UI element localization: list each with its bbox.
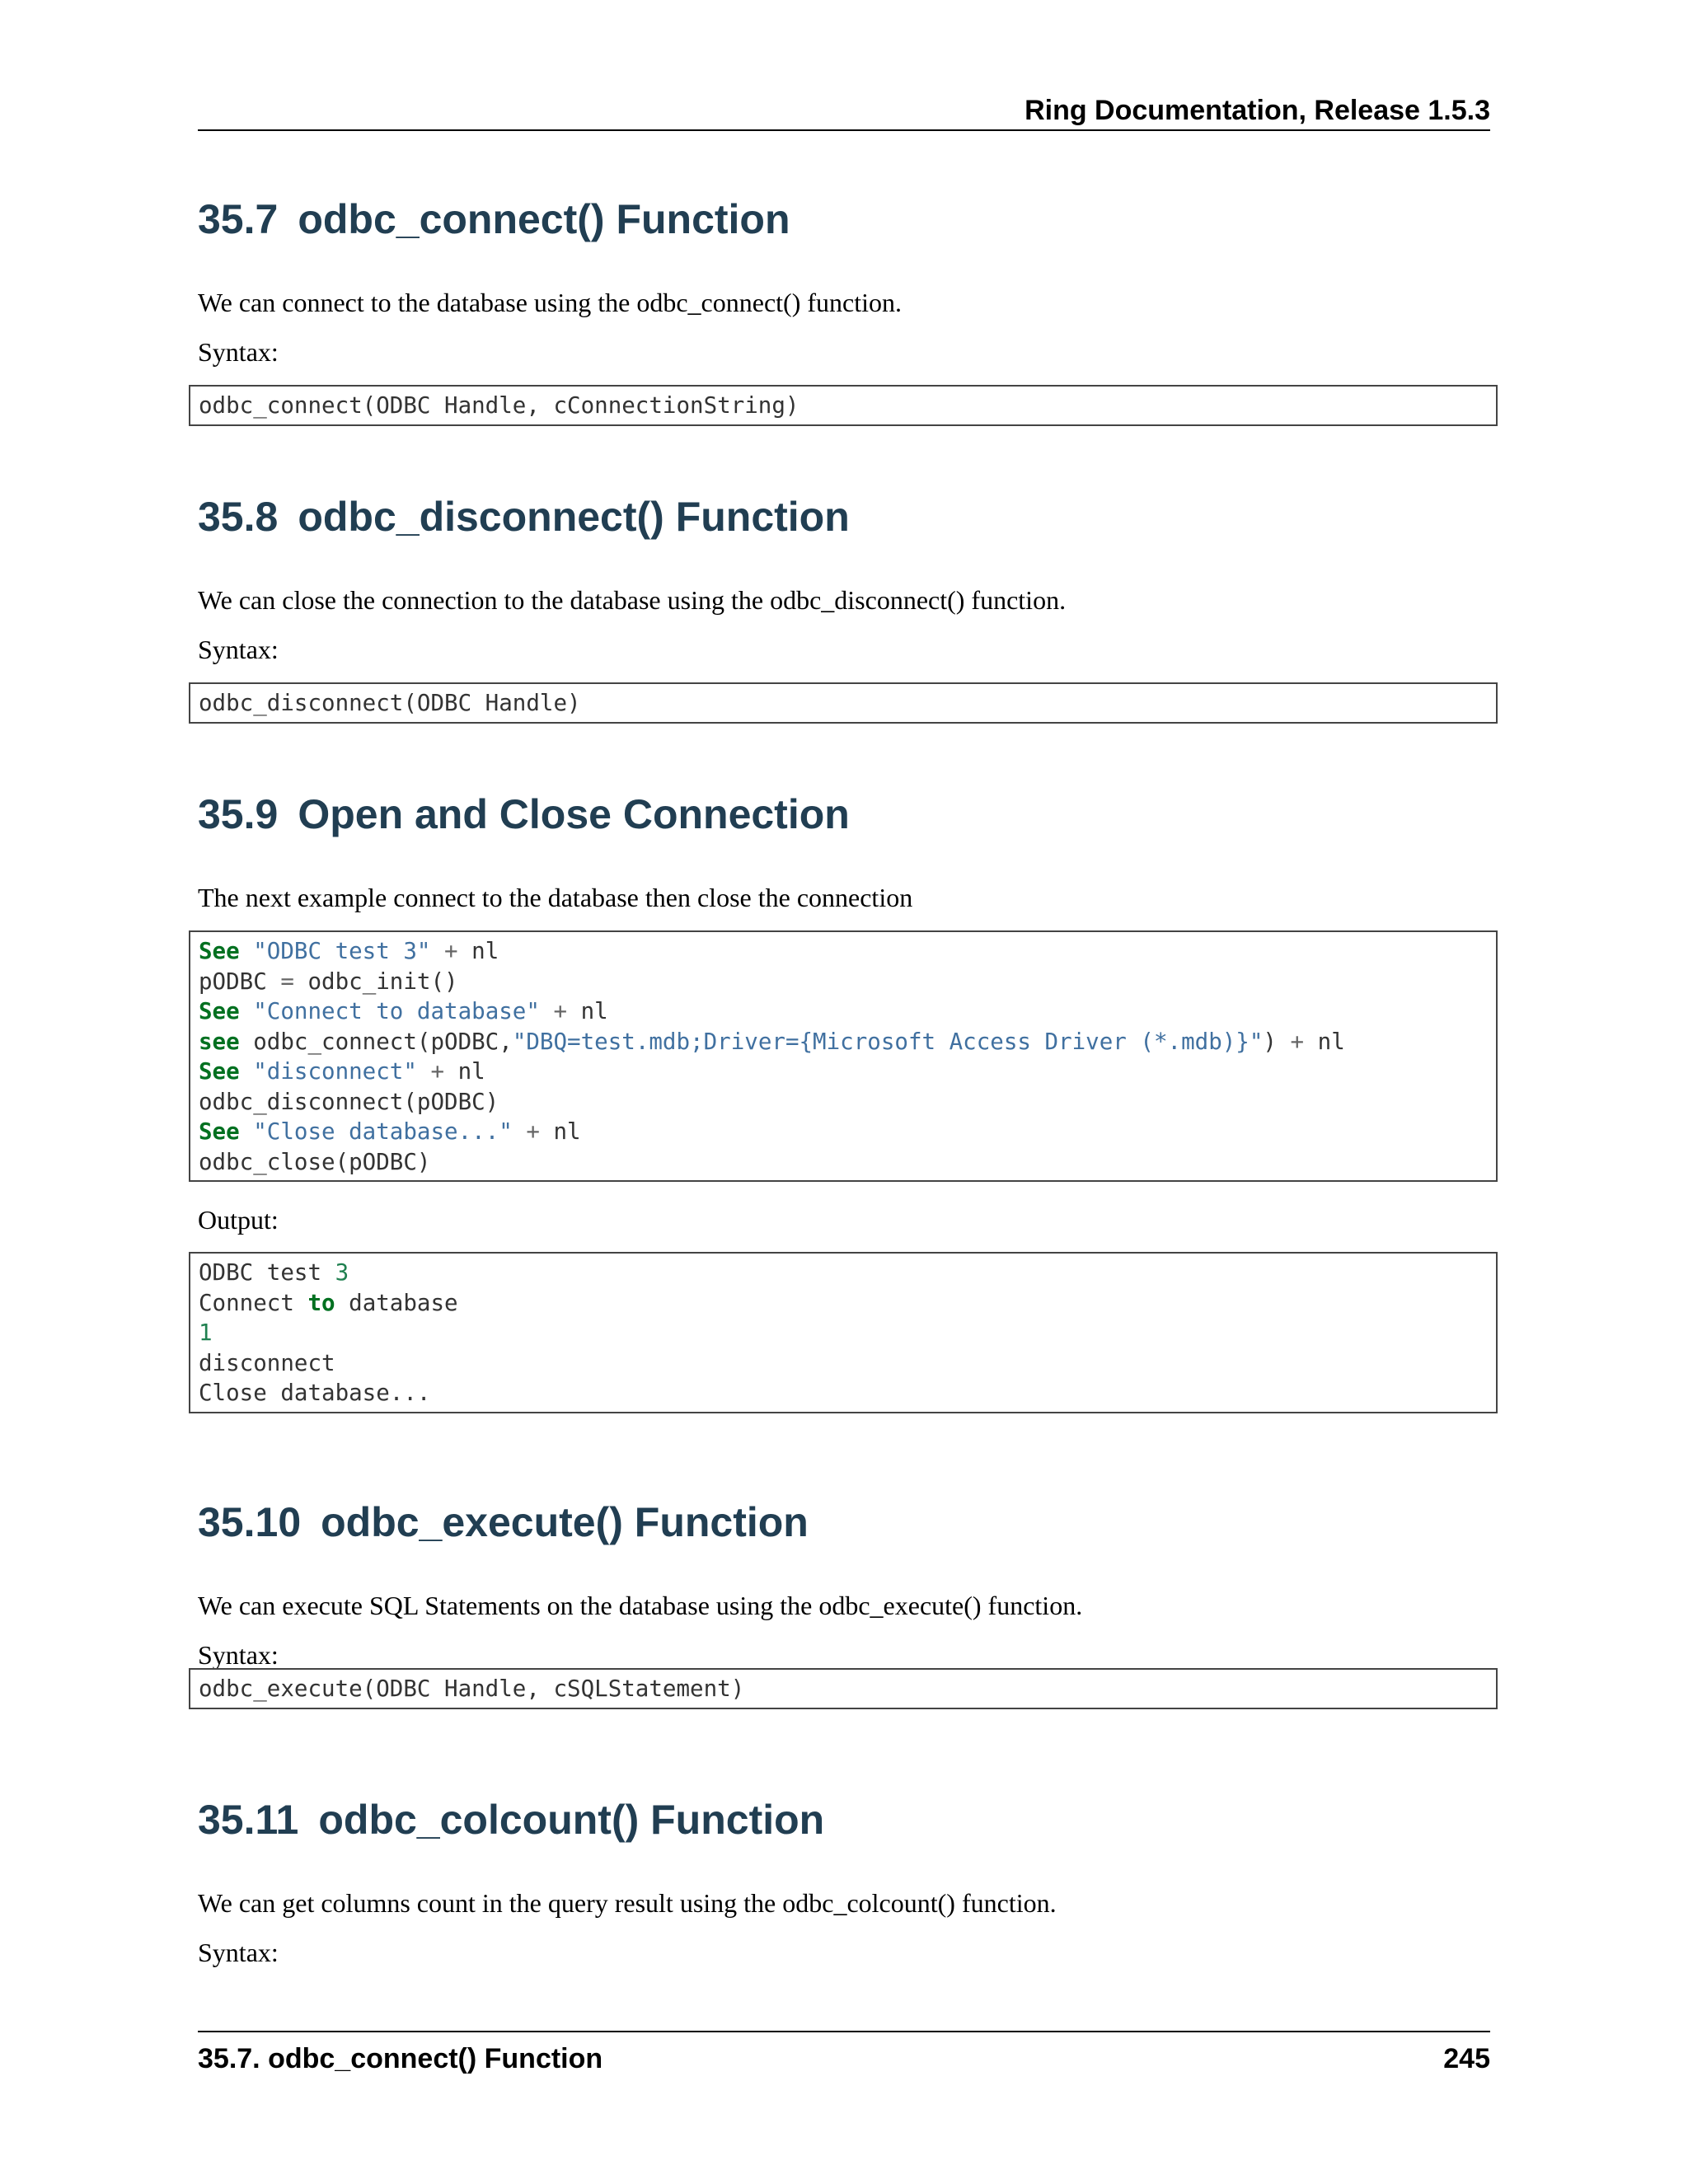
code-token bbox=[240, 1118, 254, 1145]
paragraph-35-7-intro: We can connect to the database using the odbc_connect() function. bbox=[198, 288, 902, 317]
code-token: odbc_close(pODBC) bbox=[199, 1148, 431, 1175]
code-token bbox=[240, 938, 254, 964]
code-line bbox=[199, 936, 1488, 967]
output-label: Output: bbox=[198, 1205, 279, 1235]
code-token: See bbox=[199, 998, 240, 1024]
heading-number: 35.10 bbox=[198, 1499, 302, 1545]
code-token: odbc_connect(pODBC, bbox=[239, 1028, 513, 1055]
code-line: odbc_execute(ODBC Handle, cSQLStatement) bbox=[199, 1675, 745, 1702]
code-token: + bbox=[526, 1118, 540, 1145]
code-block-example bbox=[189, 930, 1498, 1182]
code-line bbox=[199, 1087, 1488, 1118]
code-token: See bbox=[199, 1058, 240, 1085]
code-token: 1 bbox=[199, 1319, 213, 1346]
header-rule bbox=[198, 129, 1490, 131]
heading-35-7 bbox=[198, 194, 790, 244]
code-token bbox=[430, 938, 444, 964]
code-line bbox=[199, 996, 1488, 1027]
code-line bbox=[199, 967, 1488, 997]
code-token: "disconnect" bbox=[253, 1058, 417, 1085]
code-token: ) bbox=[1263, 1028, 1291, 1055]
heading-title: odbc_colcount() Function bbox=[318, 1797, 825, 1843]
code-line: odbc_connect(ODBC Handle, cConnectionString) bbox=[199, 392, 799, 419]
heading-35-8 bbox=[198, 492, 850, 541]
code-token: + bbox=[430, 1058, 445, 1085]
heading-35-11 bbox=[198, 1795, 824, 1844]
page-number: 245 bbox=[1443, 2043, 1490, 2074]
code-token: "DBQ=test.mdb;Driver={Microsoft Access Driver (*.mdb)}" bbox=[512, 1028, 1264, 1055]
code-line bbox=[199, 1318, 1488, 1348]
code-token: = bbox=[280, 968, 294, 995]
syntax-label: Syntax: bbox=[198, 1640, 279, 1670]
paragraph-35-10-intro: We can execute SQL Statements on the database using the odbc_execute() function. bbox=[198, 1591, 1083, 1620]
code-token: nl bbox=[444, 1058, 485, 1085]
code-token bbox=[513, 1118, 527, 1145]
paragraph-35-11-intro: We can get columns count in the query result using the odbc_colcount() function. bbox=[198, 1888, 1057, 1918]
code-token: odbc_disconnect(pODBC) bbox=[199, 1088, 499, 1115]
code-token: "ODBC test 3" bbox=[253, 938, 431, 964]
code-token: + bbox=[553, 998, 568, 1024]
code-token: + bbox=[1290, 1028, 1305, 1055]
heading-title: Open and Close Connection bbox=[298, 791, 850, 837]
code-token: See bbox=[199, 1118, 240, 1145]
code-token: + bbox=[444, 938, 458, 964]
code-token: ODBC test bbox=[199, 1259, 335, 1286]
code-token bbox=[240, 998, 254, 1024]
code-line bbox=[199, 1288, 1488, 1319]
code-token: database bbox=[335, 1289, 458, 1316]
footer-rule bbox=[198, 2031, 1490, 2032]
code-line bbox=[199, 1057, 1488, 1087]
heading-title: odbc_disconnect() Function bbox=[298, 494, 850, 540]
heading-35-9 bbox=[198, 790, 850, 839]
code-block-output bbox=[189, 1252, 1498, 1413]
code-block-syntax-odbc-connect bbox=[189, 385, 1498, 426]
code-token: nl bbox=[457, 938, 499, 964]
heading-number: 35.8 bbox=[198, 494, 279, 540]
code-token: Connect bbox=[199, 1289, 308, 1316]
heading-number: 35.11 bbox=[198, 1797, 299, 1843]
code-token: See bbox=[199, 938, 240, 964]
code-line: odbc_disconnect(ODBC Handle) bbox=[199, 690, 581, 716]
footer-section-title: 35.7. odbc_connect() Function bbox=[198, 2043, 603, 2074]
code-token: "Close database..." bbox=[253, 1118, 513, 1145]
paragraph-35-8-intro: We can close the connection to the database using the odbc_disconnect() function. bbox=[198, 585, 1067, 615]
code-token: nl bbox=[1304, 1028, 1345, 1055]
syntax-label: Syntax: bbox=[198, 1938, 279, 1967]
code-line bbox=[199, 1147, 1488, 1178]
syntax-label: Syntax: bbox=[198, 337, 279, 367]
code-token: "Connect to database" bbox=[253, 998, 540, 1024]
code-line bbox=[199, 1258, 1488, 1288]
syntax-label: Syntax: bbox=[198, 635, 279, 664]
code-token: to bbox=[307, 1289, 335, 1316]
code-token: odbc_init() bbox=[293, 968, 458, 995]
code-token: 3 bbox=[335, 1259, 349, 1286]
code-token: pODBC bbox=[199, 968, 281, 995]
code-token: nl bbox=[567, 998, 608, 1024]
heading-number: 35.9 bbox=[198, 791, 279, 837]
heading-35-10 bbox=[198, 1497, 809, 1547]
heading-number: 35.7 bbox=[198, 196, 279, 242]
paragraph-35-9-intro: The next example connect to the database then close the connection bbox=[198, 883, 913, 912]
running-header: Ring Documentation, Release 1.5.3 bbox=[1025, 95, 1490, 126]
code-token: Close database... bbox=[199, 1380, 431, 1406]
code-token: see bbox=[199, 1028, 240, 1055]
running-footer bbox=[198, 2041, 1490, 2077]
code-token: nl bbox=[539, 1118, 581, 1145]
code-token bbox=[417, 1058, 431, 1085]
code-token: disconnect bbox=[199, 1349, 335, 1376]
code-line bbox=[199, 1027, 1488, 1057]
code-line bbox=[199, 1117, 1488, 1147]
code-block-syntax-odbc-execute bbox=[189, 1668, 1498, 1709]
heading-title: odbc_execute() Function bbox=[321, 1499, 809, 1545]
code-token bbox=[240, 1058, 254, 1085]
code-line bbox=[199, 1378, 1488, 1408]
code-token bbox=[540, 998, 554, 1024]
heading-title: odbc_connect() Function bbox=[298, 196, 790, 242]
code-block-syntax-odbc-disconnect bbox=[189, 682, 1498, 724]
code-line bbox=[199, 1348, 1488, 1379]
